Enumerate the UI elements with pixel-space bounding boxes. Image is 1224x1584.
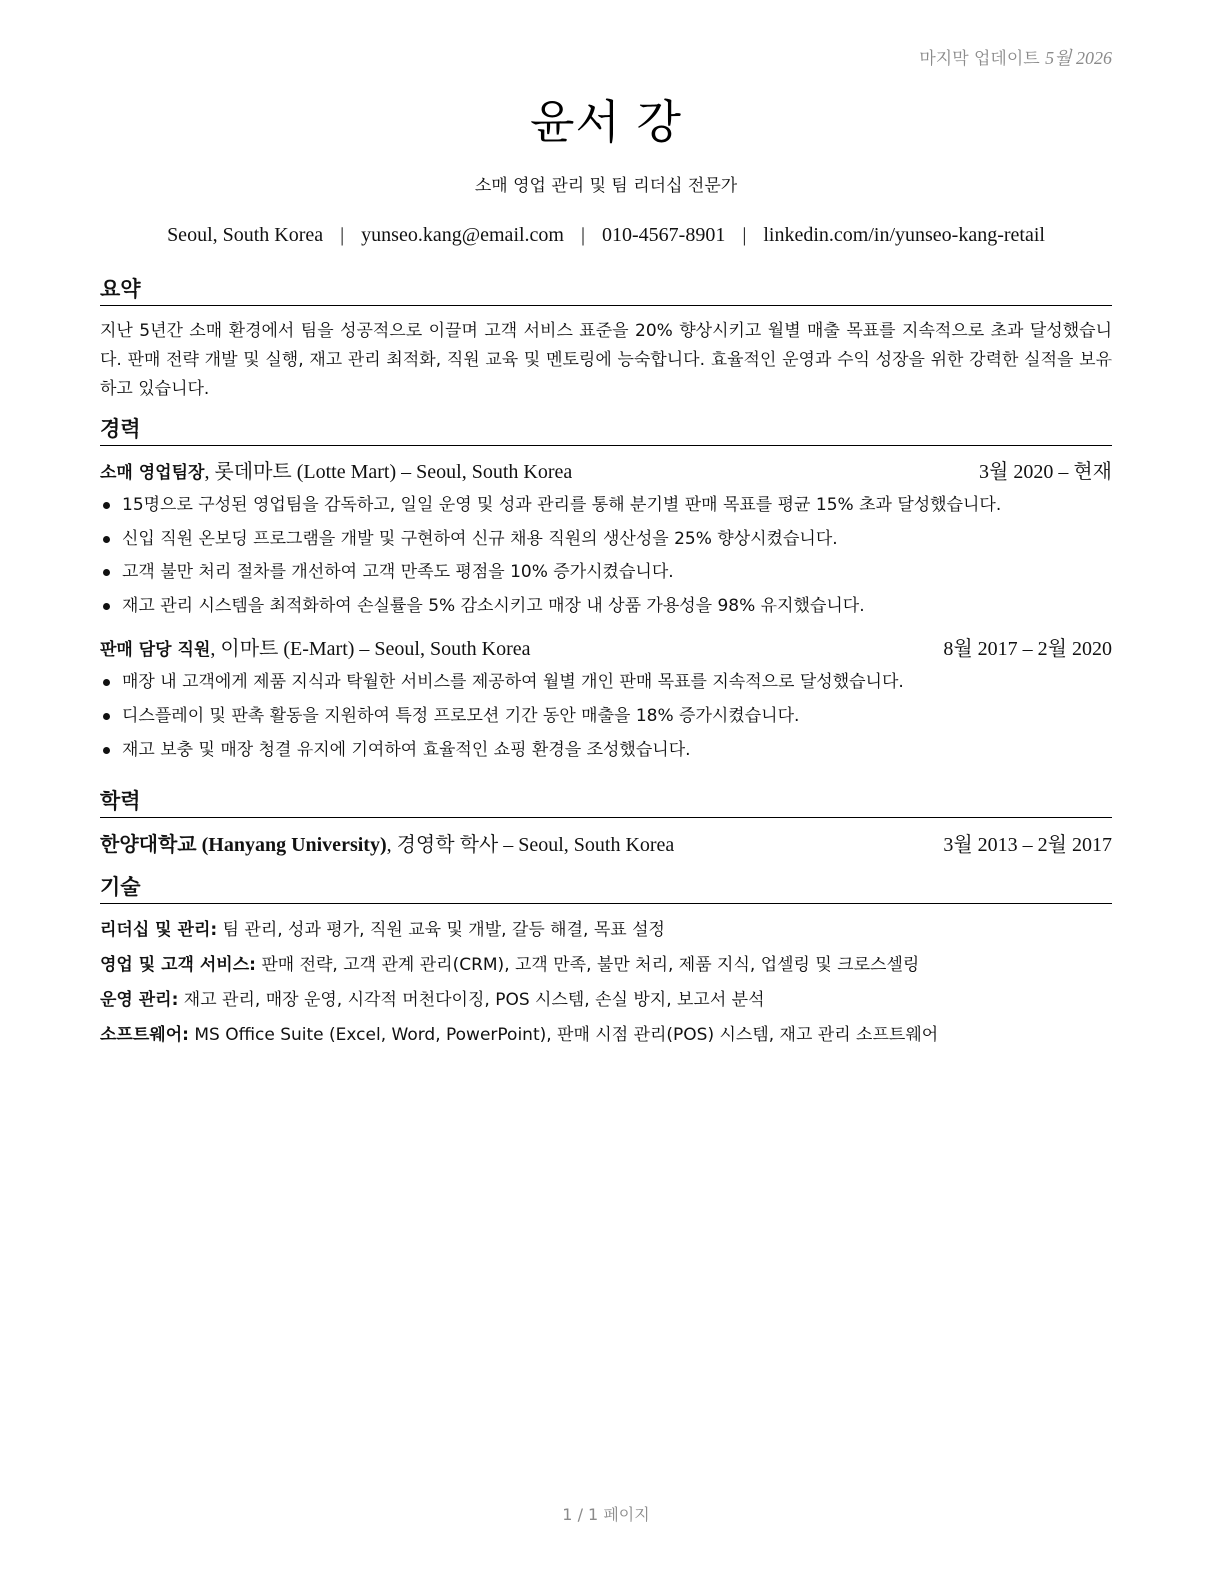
job-header [100, 458, 1112, 487]
bullet-text: 재고 보충 및 매장 청결 유지에 기여하여 효율적인 쇼핑 환경을 조성했습니다. [122, 739, 691, 760]
bullet-text: 고객 불만 처리 절차를 개선하여 고객 만족도 평점을 10% 증가시켰습니다. [122, 562, 674, 583]
contact-separator: | [580, 224, 585, 246]
bullet-text: 매장 내 고객에게 제품 지식과 탁월한 서비스를 제공하여 월별 개인 판매 목표를 지속적으로 달성했습니다. [122, 672, 904, 693]
candidate-headline: 소매 영업 관리 및 팀 리더십 전문가 [474, 176, 738, 196]
bullet-icon [103, 603, 110, 610]
skill-value: 판매 전략, 고객 관계 관리(CRM), 고객 만족, 불만 처리, 제품 지식, 업셀링 및 크로스셀링 [255, 955, 920, 975]
bullet-text: 재고 관리 시스템을 최적화하여 손실률을 5% 감소시키고 매장 내 상품 가용성을 98% 유지했습니다. [122, 595, 865, 616]
bullet-icon [103, 747, 110, 754]
contact-separator: | [742, 224, 747, 246]
skill-label: 운영 관리: [100, 990, 179, 1010]
last-updated [919, 44, 1112, 70]
section-title: 경력 [100, 416, 1112, 446]
contact-line [100, 224, 1112, 247]
bullet-icon [103, 536, 110, 543]
degree: , 경영학 학사 – Seoul, South Korea [386, 834, 675, 856]
job-entry [100, 635, 1112, 767]
contact-separator: | [340, 224, 345, 246]
job-role: 소매 영업팀장 [100, 463, 205, 483]
job-company: , 롯데마트 (Lotte Mart) – Seoul, South Korea [204, 461, 573, 483]
skill-value: 팀 관리, 성과 평가, 직원 교육 및 개발, 갈등 해결, 목표 설정 [217, 920, 665, 940]
summary-section [100, 276, 1112, 404]
experience-section [100, 416, 1112, 767]
section-title: 요약 [100, 276, 1112, 306]
list-item [100, 666, 1112, 700]
skill-row [100, 913, 1112, 948]
skill-label: 소프트웨어: [100, 1025, 189, 1045]
contact-linkedin[interactable]: linkedin.com/in/yunseo-kang-retail [763, 224, 1045, 246]
education-section [100, 788, 1112, 859]
last-updated-label: 마지막 업데이트 [919, 49, 1040, 69]
skill-value: MS Office Suite (Excel, Word, PowerPoint), 판매 시점 관리(POS) 시스템, 재고 관리 소프트웨어 [188, 1025, 939, 1045]
skill-label: 영업 및 고객 서비스: [100, 955, 256, 975]
list-item [100, 734, 1112, 768]
job-dates: 3월 2020 – 현재 [979, 461, 1112, 483]
education-dates: 3월 2013 – 2월 2017 [943, 834, 1112, 856]
job-entry [100, 458, 1112, 623]
bullet-icon [103, 679, 110, 686]
section-title: 학력 [100, 788, 1112, 818]
skill-row [100, 948, 1112, 983]
school-name: 한양대학교 (Hanyang University) [100, 834, 387, 856]
job-dates: 8월 2017 – 2월 2020 [943, 638, 1112, 661]
skill-label: 리더십 및 관리: [100, 920, 218, 940]
contact-location: Seoul, South Korea [167, 224, 324, 246]
list-item [100, 556, 1112, 590]
last-updated-value: 5월 2026 [1045, 48, 1112, 68]
summary-text: 지난 5년간 소매 환경에서 팀을 성공적으로 이끌며 고객 서비스 표준을 20% 향상시키고 월별 매출 목표를 지속적으로 초과 달성했습니다. 판매 전략 개발 및 실행, 재고 관리 최적화, 직원 교육 및 멘토링에 능숙합니다. 효율적인 운영과 수익 성장을 위한 강력한 실적을 보유하고 있습니다. [100, 321, 1112, 399]
bullet-icon [103, 569, 110, 576]
resume-page [100, 0, 1112, 1584]
job-bullets [100, 666, 1112, 767]
list-item [100, 700, 1112, 734]
list-item [100, 489, 1112, 523]
section-title: 기술 [100, 874, 1112, 904]
bullet-text: 15명으로 구성된 영업팀을 감독하고, 일일 운영 및 성과 관리를 통해 분기별 판매 목표를 평균 15% 초과 달성했습니다. [122, 495, 1002, 515]
skills-section [100, 874, 1112, 1053]
skill-row [100, 1018, 1112, 1053]
contact-phone: 010-4567-8901 [602, 224, 726, 246]
education-entry [100, 831, 1112, 859]
page-footer [100, 1502, 1112, 1525]
job-bullets [100, 489, 1112, 623]
bullet-text: 디스플레이 및 판촉 활동을 지원하여 특정 프로모션 기간 동안 매출을 18% 증가시켰습니다. [122, 705, 800, 726]
list-item [100, 523, 1112, 557]
contact-email[interactable]: yunseo.kang@email.com [361, 224, 564, 246]
skills-list [100, 913, 1112, 1053]
skill-row [100, 983, 1112, 1018]
list-item [100, 590, 1112, 624]
page-number: 1 / 1 [562, 1505, 599, 1524]
skill-value: 재고 관리, 매장 운영, 시각적 머천다이징, POS 시스템, 손실 방지, 보고서 분석 [178, 990, 765, 1010]
page-label: 페이지 [603, 1505, 650, 1524]
bullet-icon [103, 713, 110, 720]
candidate-name: 윤서 강 [530, 95, 682, 149]
bullet-text: 신입 직원 온보딩 프로그램을 개발 및 구현하여 신규 채용 직원의 생산성을 25% 향상시켰습니다. [122, 528, 838, 549]
job-header [100, 635, 1112, 664]
job-company: , 이마트 (E-Mart) – Seoul, South Korea [210, 638, 531, 661]
bullet-icon [103, 502, 110, 509]
job-role: 판매 담당 직원 [100, 640, 211, 661]
